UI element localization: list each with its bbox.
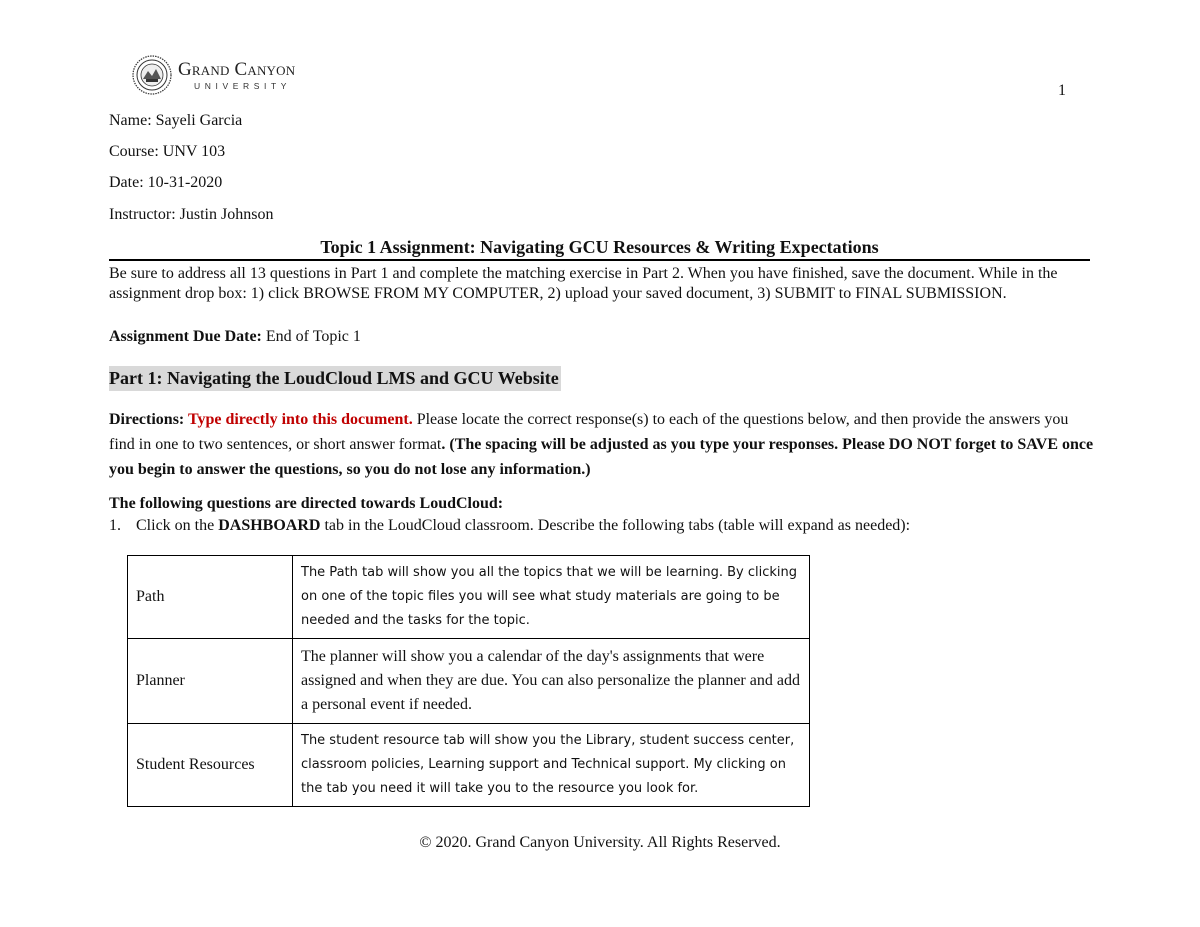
tab-label: Planner <box>128 639 293 724</box>
directions <box>109 407 1094 482</box>
due-date <box>109 328 361 346</box>
student-name: Name: Sayeli Garcia <box>109 112 243 129</box>
question-number: 1. <box>109 517 121 534</box>
question-keyword: DASHBOARD <box>218 517 321 534</box>
directions-note: . (The spacing will be adjusted as you type your responses. Please DO NOT forget to SAVE once you begin to answer the questions, so you do not lose any information.) <box>109 436 1094 478</box>
university-logo <box>132 55 295 95</box>
loudcloud-subheading: The following questions are directed towards LoudCloud: <box>109 495 504 512</box>
answer-field[interactable]: The planner will show you a calendar of the day's assignments that were assigned and when they are due. You can also personalize the planner and add a personal event if needed. <box>293 639 810 724</box>
table-row <box>128 724 810 807</box>
answer-field[interactable]: The Path tab will show you all the topics that we will be learning. By clicking on one of the topic files you will see what study materials are going to be needed and the tasks for the topic. <box>293 556 810 639</box>
directions-label: Directions: <box>109 411 188 428</box>
due-date-label: Assignment Due Date: <box>109 328 262 345</box>
logo-subtitle: UNIVERSITY <box>194 80 292 91</box>
table-row <box>128 556 810 639</box>
course: Course: UNV 103 <box>109 143 226 160</box>
university-seal-icon <box>132 55 172 95</box>
question-post: tab in the LoudCloud classroom. Describe the following tabs (table will expand as needed): <box>320 517 911 534</box>
dashboard-tabs-table <box>127 555 810 807</box>
tab-label: Path <box>128 556 293 639</box>
assignment-intro: Be sure to address all 13 questions in Part 1 and complete the matching exercise in Part 2. When you have finished, save the document. While in the assignment drop box: 1) click BROWSE FROM MY COMPUTER, 2) upload your saved document, 3) SUBMIT to FINAL SUBMISSION. <box>109 265 1058 302</box>
instructor: Instructor: Justin Johnson <box>109 206 274 223</box>
logo-name: Grand Canyon <box>178 58 296 80</box>
title-divider <box>109 259 1090 261</box>
answer-field[interactable]: The student resource tab will show you the Library, student success center, classroom policies, Learning support and Technical support. My clicking on the tab you need it will take you to the resource you look for. <box>293 724 810 807</box>
question-1 <box>109 517 910 535</box>
part-1-heading: Part 1: Navigating the LoudCloud LMS and GCU Website <box>109 366 561 391</box>
question-pre: Click on the <box>136 517 219 534</box>
table-row <box>128 639 810 724</box>
tab-label: Student Resources <box>128 724 293 807</box>
directions-highlight: Type directly into this document. <box>187 411 413 428</box>
copyright-footer: © 2020. Grand Canyon University. All Rights Reserved. <box>419 834 781 851</box>
page-number: 1 <box>1058 82 1066 99</box>
directions-text: Please locate the correct response(s) to each of the questions below, and then provide the answers you find in one to two sentences, or short answer format <box>109 411 1069 453</box>
assignment-title: Topic 1 Assignment: Navigating GCU Resources & Writing Expectations <box>320 237 879 257</box>
date: Date: 10-31-2020 <box>109 174 223 191</box>
due-date-value: End of Topic 1 <box>261 328 361 345</box>
